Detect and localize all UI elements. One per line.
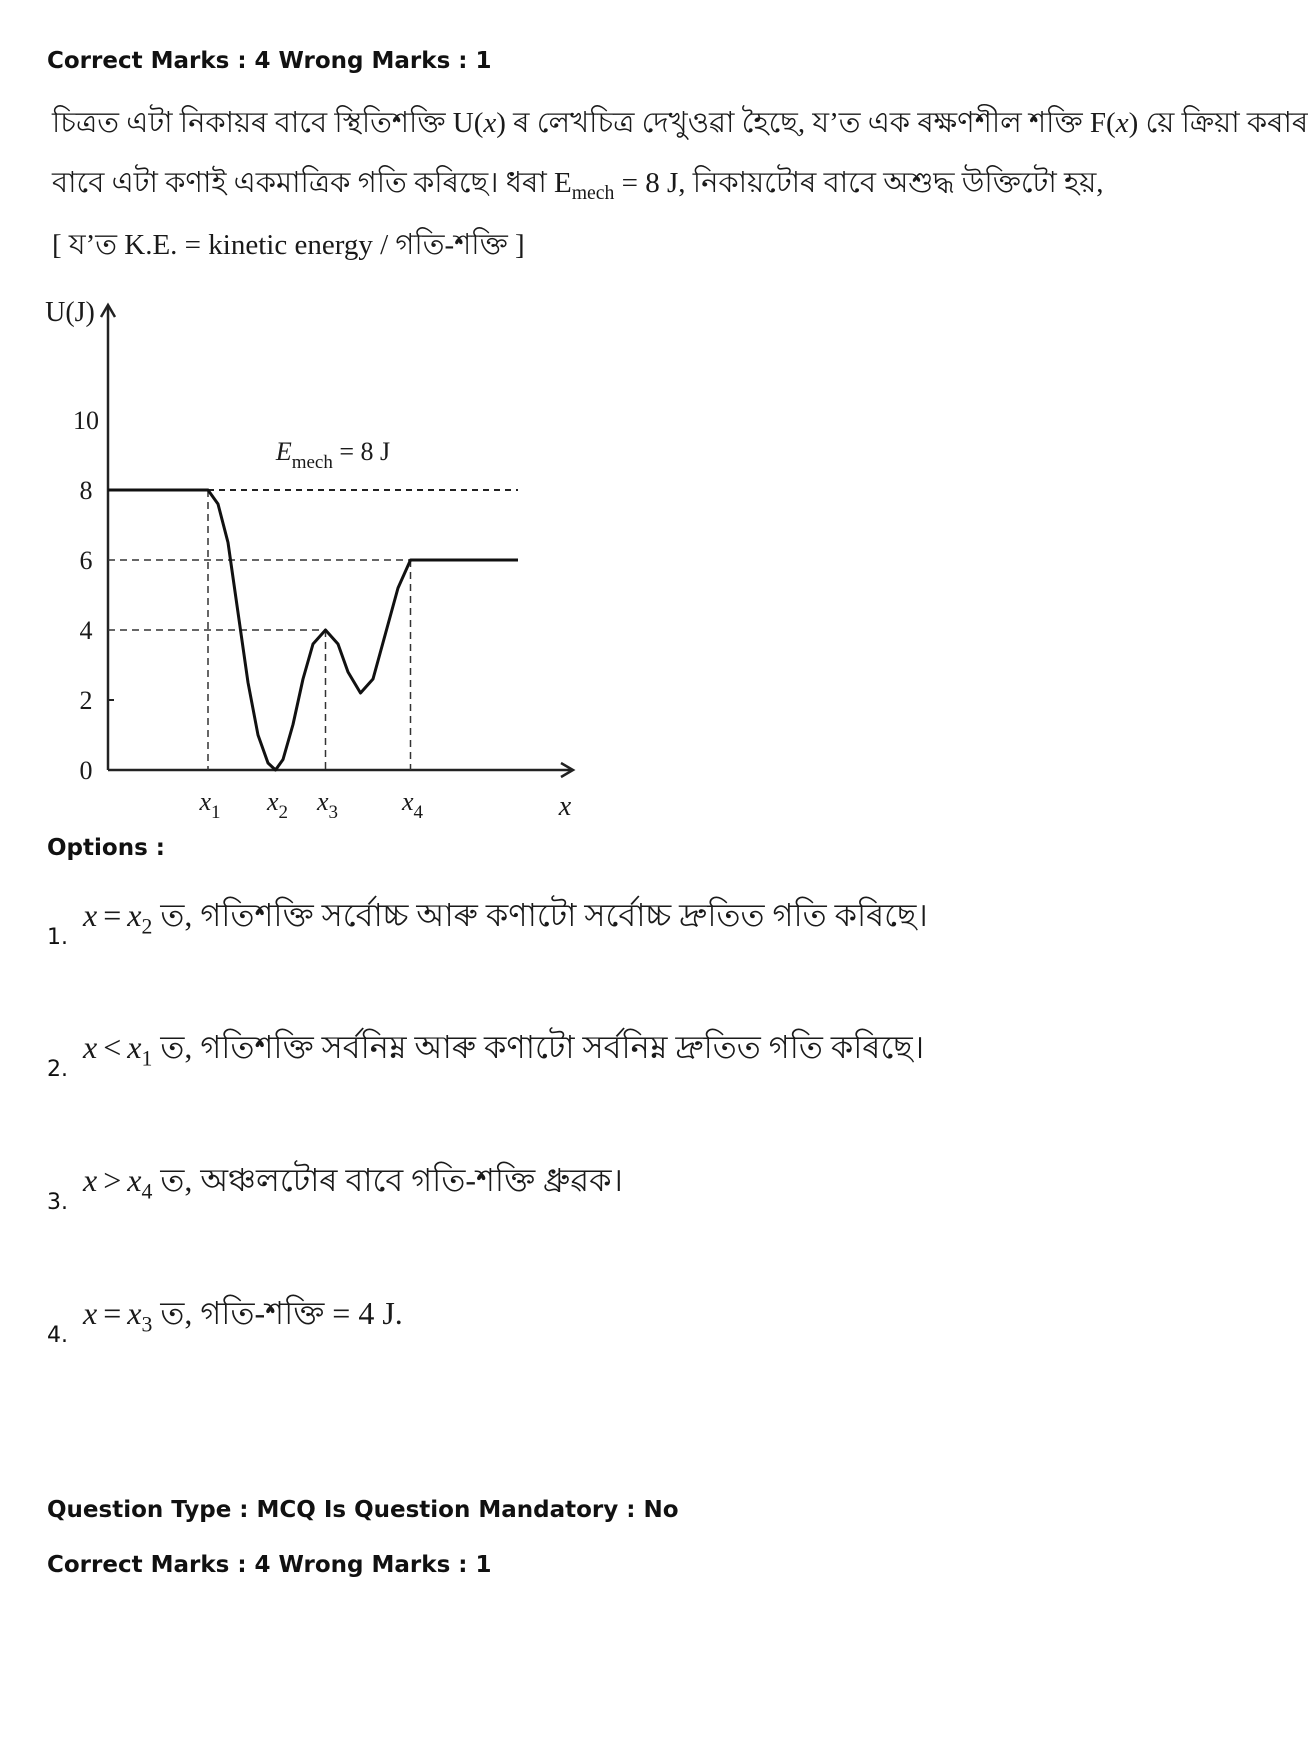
question-line-1 bbox=[52, 100, 1308, 149]
options-label: Options : bbox=[47, 835, 165, 861]
question-line-2-pre: বাবে এটা কণাই একমাত্ৰিক গতি কৰিছে। ধৰা E bbox=[52, 167, 572, 199]
question-line-1-var2: x bbox=[1115, 107, 1129, 139]
x-axis-label: x bbox=[558, 791, 572, 822]
question-line-2-sub: mech bbox=[571, 181, 615, 204]
option-4-rhs: x bbox=[127, 1295, 142, 1331]
y-tick-label-6: 6 bbox=[79, 546, 93, 575]
option-3-sub: 4 bbox=[141, 1179, 153, 1204]
question-line-1-pre: চিত্ৰত এটা নিকায়ৰ বাবে স্থিতিশক্তি U( bbox=[52, 107, 484, 139]
question-line-1-post: ) য়ে ক্ৰিয়া কৰাৰ bbox=[1128, 107, 1308, 139]
option-1-text: ত, গতিশক্তি সৰ্বোচ্চ আৰু কণাটো সৰ্বোচ্চ দ্ৰুতিত গতি কৰিছে। bbox=[152, 897, 928, 933]
x-tick-label-4: $x_4$ bbox=[401, 787, 424, 823]
question-line-3: [ য’ত K.E. = kinetic energy / গতি-শক্তি ] bbox=[52, 229, 525, 261]
x-tick-label-1: $x_1$ bbox=[199, 787, 221, 823]
y-tick-label-10: 10 bbox=[73, 406, 99, 435]
option-2-text: ত, গতিশক্তি সৰ্বনিম্ন আৰু কণাটো সৰ্বনিম্ন দ্ৰুতিত গতি কৰিছে। bbox=[152, 1029, 925, 1065]
option-3-rhs: x bbox=[127, 1162, 142, 1198]
question-line-1-var: x bbox=[483, 107, 497, 139]
y-tick-label-4: 4 bbox=[79, 616, 93, 645]
option-2-rhs: x bbox=[127, 1029, 142, 1065]
option-4[interactable] bbox=[83, 1288, 403, 1342]
question-line-1-mid: ) ৰ লেখচিত্ৰ দেখুওৱা হৈছে, য’ত এক ৰক্ষণশীল শক্তি F( bbox=[496, 107, 1116, 139]
x-tick-label-3: $x_3$ bbox=[316, 787, 339, 823]
option-2-sub: 1 bbox=[141, 1046, 153, 1071]
option-1-rhs: x bbox=[127, 897, 142, 933]
y-tick-label-8: 8 bbox=[79, 476, 93, 505]
option-4-lhs: x bbox=[83, 1295, 98, 1331]
y-tick-label-0: 0 bbox=[79, 756, 93, 785]
option-number-4: 4. bbox=[47, 1323, 68, 1348]
option-4-rel: = bbox=[103, 1295, 122, 1331]
option-2[interactable] bbox=[83, 1022, 924, 1076]
option-number-3: 3. bbox=[47, 1190, 68, 1215]
y-tick-label-2: 2 bbox=[79, 686, 93, 715]
option-1-rel: = bbox=[103, 897, 122, 933]
option-3-text: ত, অঞ্চলটোৰ বাবে গতি-শক্তি ধ্ৰুৱক। bbox=[152, 1162, 623, 1198]
option-number-1: 1. bbox=[47, 925, 68, 950]
footer-marks: Correct Marks : 4 Wrong Marks : 1 bbox=[47, 1552, 492, 1578]
question-type-line: Question Type : MCQ Is Question Mandatory : No bbox=[47, 1497, 679, 1523]
option-4-text: ত, গতি-শক্তি = 4 J. bbox=[152, 1295, 403, 1331]
question-line-2-post: = 8 J, নিকায়টোৰ বাবে অশুদ্ধ উক্তিটো হয়, bbox=[614, 167, 1104, 199]
option-2-lhs: x bbox=[83, 1029, 98, 1065]
emech-annotation: $E_{mech} = 8$ J bbox=[275, 437, 391, 473]
option-1-sub: 2 bbox=[141, 914, 153, 939]
option-number-2: 2. bbox=[47, 1057, 68, 1082]
option-3[interactable] bbox=[83, 1155, 623, 1209]
option-3-rel: > bbox=[103, 1162, 122, 1198]
option-3-lhs: x bbox=[83, 1162, 98, 1198]
option-2-rel: < bbox=[103, 1029, 122, 1065]
question-line-2 bbox=[52, 160, 1104, 209]
potential-energy-chart bbox=[40, 285, 572, 825]
correct-wrong-marks: Correct Marks : 4 Wrong Marks : 1 bbox=[47, 48, 492, 74]
option-4-sub: 3 bbox=[141, 1312, 153, 1337]
chart-svg bbox=[40, 285, 572, 825]
y-axis-label: U(J) bbox=[45, 297, 95, 328]
option-1-lhs: x bbox=[83, 897, 98, 933]
option-1[interactable] bbox=[83, 890, 928, 944]
x-tick-label-2: $x_2$ bbox=[266, 787, 289, 823]
